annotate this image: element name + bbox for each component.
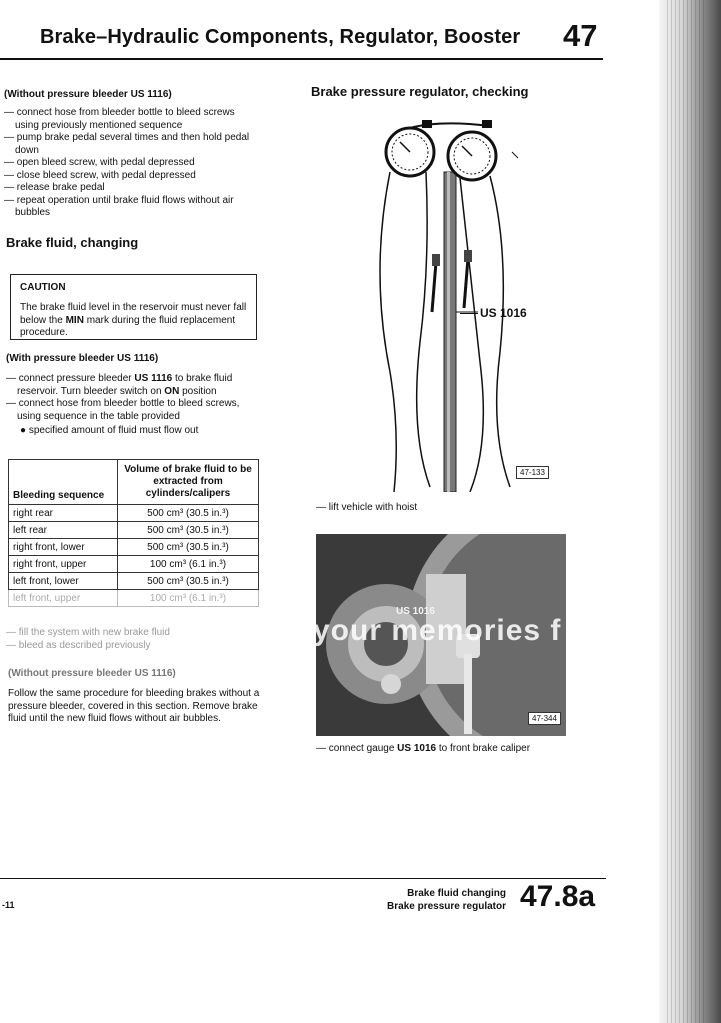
- page-header-number: 47: [563, 18, 598, 53]
- table-col-header: Bleeding sequence: [9, 460, 118, 505]
- table-row: left front, lower 500 cm³ (30.5 in.³): [9, 573, 259, 590]
- fig2-caption: — connect gauge US 1016 to front brake caliper: [316, 743, 531, 754]
- list-item: — connect hose from bleeder bottle to bleed screws using previously mentioned sequence: [4, 107, 254, 132]
- section2-steps: [6, 373, 260, 423]
- bleeding-sequence-table: [8, 459, 259, 607]
- caution-text: The brake fluid level in the reservoir must never fall below the MIN mark during the fluid replacement procedure.: [20, 302, 247, 338]
- section3-heading: (Without pressure bleeder US 1116): [8, 668, 176, 679]
- table-col-header: Volume of brake fluid to be extracted from cylinders/calipers: [118, 460, 259, 505]
- page-edge-stack: [667, 0, 707, 1023]
- fig1-caption: — lift vehicle with hoist: [316, 502, 418, 513]
- list-item: — pump brake pedal several times and then hold pedal down: [4, 132, 254, 157]
- header-rule: [0, 58, 603, 60]
- fluid-changing-heading: Brake fluid, changing: [6, 235, 139, 250]
- section3-text: Follow the same procedure for bleeding brakes without a pressure bleeder, covered in this section. Remove brake fluid until the new fluid flows without air bubbles.: [8, 688, 260, 724]
- footer-page-number: 47.8a: [520, 880, 596, 913]
- fig2-callout: US 1016: [396, 606, 435, 617]
- section1-steps: [4, 107, 254, 220]
- caution-title: CAUTION: [20, 282, 66, 293]
- after-table-steps: [6, 627, 256, 652]
- fig1-label: 47-133: [516, 466, 549, 479]
- fig1-callout: US 1016: [480, 306, 527, 320]
- list-item: — fill the system with new brake fluid: [6, 627, 256, 640]
- caution-box: [10, 274, 257, 340]
- page-header-title: Brake–Hydraulic Components, Regulator, Booster: [40, 26, 521, 48]
- table-row: left rear 500 cm³ (30.5 in.³): [9, 522, 259, 539]
- fig2-label: 47-344: [528, 712, 561, 725]
- list-item: — connect pressure bleeder US 1116 to brake fluid reservoir. Turn bleeder switch on ON position: [6, 373, 260, 398]
- bullet-item: ● specified amount of fluid must flow out: [20, 425, 199, 436]
- footer-left-page: -11: [2, 900, 15, 910]
- section2-heading: (With pressure bleeder US 1116): [6, 353, 159, 364]
- footer-title-line1: Brake fluid changing: [407, 888, 506, 899]
- regulator-heading: Brake pressure regulator, checking: [311, 84, 529, 99]
- table-header-row: [9, 460, 259, 505]
- list-item: — bleed as described previously: [6, 640, 256, 653]
- gauge-setup-illustration: [360, 112, 560, 492]
- table-row: right front, upper 100 cm³ (6.1 in.³): [9, 556, 259, 573]
- list-item: — close bleed screw, with pedal depressed: [4, 170, 254, 183]
- table-row: left front, upper 100 cm³ (6.1 in.³): [9, 590, 259, 607]
- footer-title-line2: Brake pressure regulator: [387, 901, 506, 912]
- section1-heading: (Without pressure bleeder US 1116): [4, 89, 172, 100]
- table-row: right rear 500 cm³ (30.5 in.³): [9, 505, 259, 522]
- list-item: — repeat operation until brake fluid flows without air bubbles: [4, 195, 254, 220]
- callout-line: [460, 313, 478, 314]
- watermark-text: your memories f: [313, 614, 562, 647]
- list-item: — connect hose from bleeder bottle to bleed screws, using sequence in the table provided: [6, 398, 260, 423]
- list-item: — open bleed screw, with pedal depressed: [4, 157, 254, 170]
- list-item: — release brake pedal: [4, 182, 254, 195]
- footer-rule: [0, 878, 606, 879]
- table-row: right front, lower 500 cm³ (30.5 in.³): [9, 539, 259, 556]
